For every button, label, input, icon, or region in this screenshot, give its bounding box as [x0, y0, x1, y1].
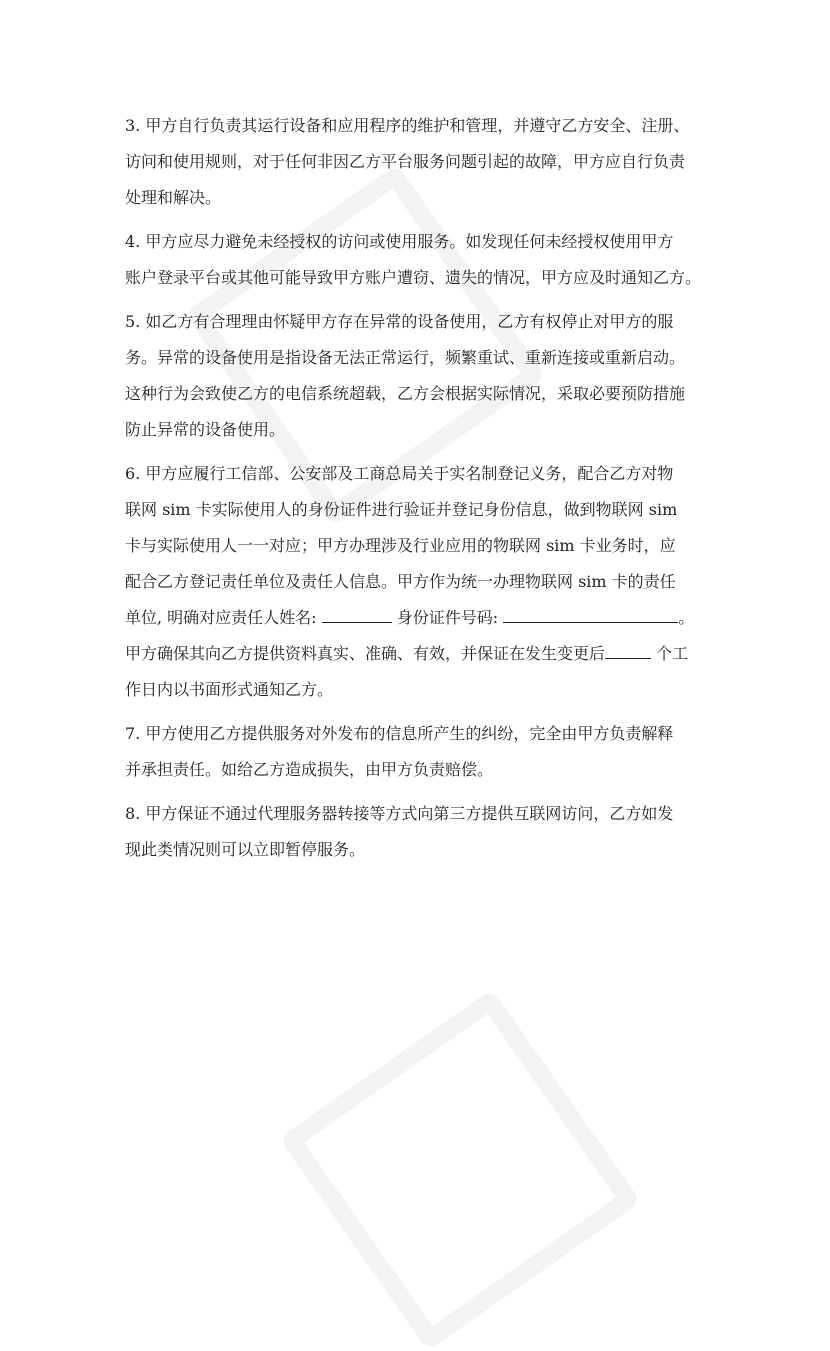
- responsible-person-name-blank[interactable]: [322, 605, 392, 623]
- text-line: 5. 如乙方有合理理由怀疑甲方存在异常的设备使用，乙方有权停止对甲方的服: [125, 312, 674, 331]
- fill-in-line: [125, 600, 710, 636]
- clause-5: [125, 304, 710, 448]
- watermark-logo-icon: [279, 989, 641, 1351]
- fill-label-id: 身份证件号码:: [391, 608, 504, 627]
- fill-line-end: 。: [678, 608, 695, 627]
- text-line: 卡与实际使用人一一对应；甲方办理涉及行业应用的物联网 sim 卡业务时，应: [125, 536, 676, 555]
- working-days-blank[interactable]: [605, 641, 651, 659]
- fill-in-line: [125, 636, 710, 672]
- text-line: 配合乙方登记责任单位及责任人信息。甲方作为统一办理物联网 sim 卡的责任: [125, 572, 676, 591]
- text-line: 6. 甲方应履行工信部、公安部及工商总局关于实名制登记义务，配合乙方对物: [125, 464, 674, 483]
- watermark: [279, 989, 641, 1351]
- clause-7: [125, 716, 710, 788]
- clause-8: [125, 796, 710, 868]
- text-line: 作日内以书面形式通知乙方。: [125, 680, 334, 699]
- fill-label-days: 甲方确保其向乙方提供资料真实、准确、有效，并保证在发生变更后: [125, 644, 606, 663]
- clause-4: [125, 224, 710, 296]
- text-line: 4. 甲方应尽力避免未经授权的访问或使用服务。如发现任何未经授权使用甲方: [125, 232, 674, 251]
- document-body: [125, 108, 710, 876]
- text-line: 3. 甲方自行负责其运行设备和应用程序的维护和管理，并遵守乙方安全、注册、: [125, 116, 690, 135]
- text-line: 联网 sim 卡实际使用人的身份证件进行验证并登记身份信息，做到物联网 sim: [125, 500, 678, 519]
- clause-6: [125, 456, 710, 708]
- text-line: 账户登录平台或其他可能导致甲方账户遭窃、遗失的情况，甲方应及时通知乙方。: [125, 268, 702, 287]
- fill-label-name: 单位, 明确对应责任人姓名:: [125, 608, 322, 627]
- text-line: 8. 甲方保证不通过代理服务器转接等方式向第三方提供互联网访问，乙方如发: [125, 804, 674, 823]
- text-line: 并承担责任。如给乙方造成损失，由甲方负责赔偿。: [125, 760, 494, 779]
- text-line: 务。异常的设备使用是指设备无法正常运行，频繁重试、重新连接或重新启动。: [125, 348, 686, 367]
- text-line: 防止异常的设备使用。: [125, 420, 286, 439]
- fill-line-end: 个工: [651, 644, 689, 663]
- text-line: 这种行为会致使乙方的电信系统超载，乙方会根据实际情况，采取必要预防措施: [125, 384, 686, 403]
- clause-3: [125, 108, 710, 216]
- text-line: 处理和解决。: [125, 188, 222, 207]
- text-line: 访问和使用规则，对于任何非因乙方平台服务问题引起的故障，甲方应自行负责: [125, 152, 686, 171]
- id-number-blank[interactable]: [503, 605, 678, 623]
- text-line: 7. 甲方使用乙方提供服务对外发布的信息所产生的纠纷，完全由甲方负责解释: [125, 724, 674, 743]
- text-line: 现此类情况则可以立即暂停服务。: [125, 840, 366, 859]
